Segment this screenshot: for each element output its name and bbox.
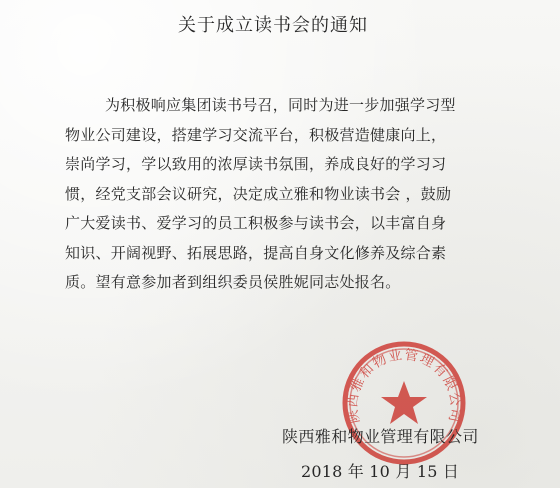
seal-text: 陕西雅和物业管理有限公司 xyxy=(344,346,464,425)
body-line-3: 崇尚学习，学以致用的浓厚读书氛围，养成良好的学习习 xyxy=(65,155,447,173)
body-line-5: 广大爱读书、爱学习的员工积极参与读书会，以丰富自身 xyxy=(65,214,447,232)
body-line-4: 惯，经党支部会议研究，决定成立雅和物业读书会 ，鼓励 xyxy=(65,184,452,203)
body-line-7: 质。望有意参加者到组织委员侯胜妮同志处报名。 xyxy=(65,273,401,291)
document-body xyxy=(65,91,510,298)
body-line-1: 为积极响应集团读书号召，同时为进一步加强学习型 xyxy=(105,96,456,114)
body-line-2: 物业公司建设，搭建学习交流平台，积极营造健康向上， xyxy=(65,125,447,144)
signature-date: 2018 年 10 月 15 日 xyxy=(301,462,460,481)
body-line-6: 知识、开阔视野、拓展思路，提高自身文化修养及综合素 xyxy=(65,243,447,262)
document-title: 关于成立读书会的通知 xyxy=(178,15,368,36)
official-seal xyxy=(339,338,469,468)
official-seal-icon xyxy=(339,338,469,468)
signature-company: 陕西雅和物业管理有限公司 xyxy=(282,427,479,446)
